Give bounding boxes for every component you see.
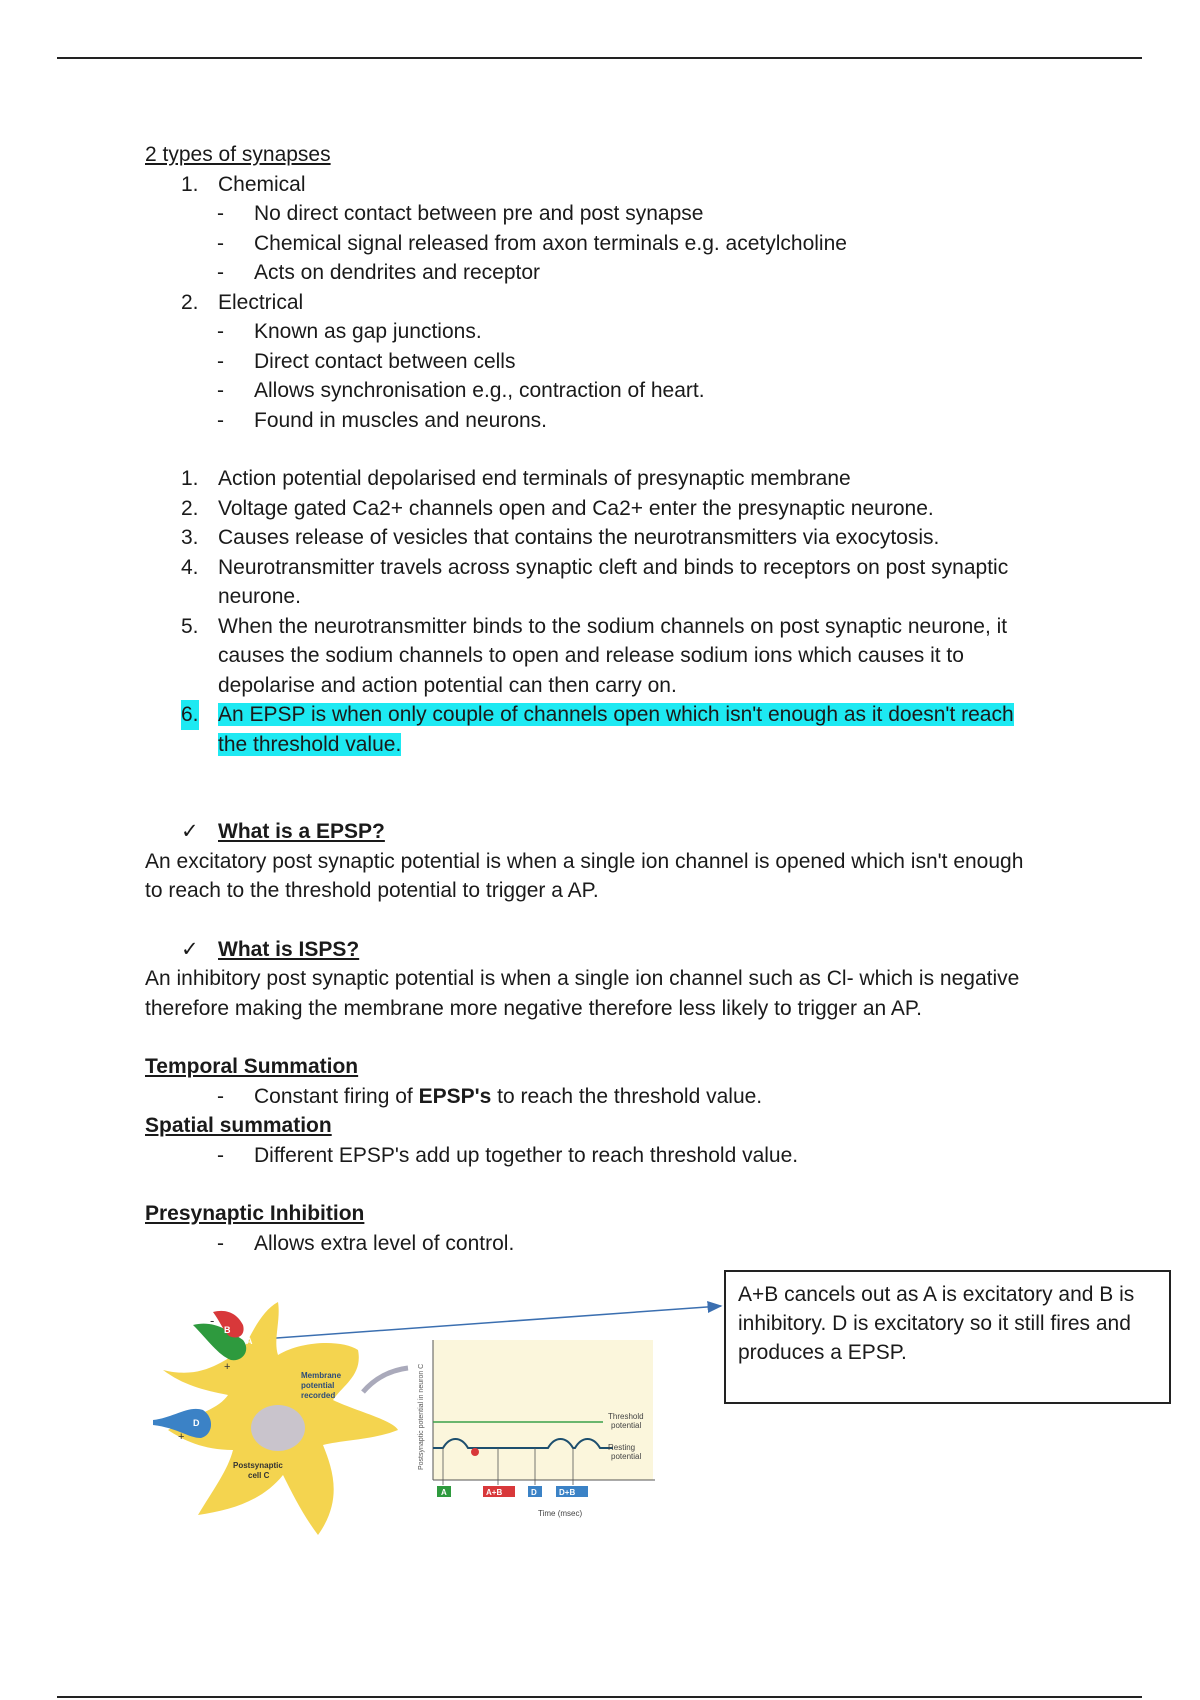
nucleus xyxy=(251,1405,305,1451)
list-item: - Found in muscles and neurons. xyxy=(217,408,548,432)
label-resting: Resting xyxy=(608,1443,636,1452)
label-membrane: Membrane xyxy=(301,1371,342,1380)
list-item: - Allows extra level of control. xyxy=(217,1231,515,1255)
label-resting-potential: potential xyxy=(611,1452,642,1461)
marker-ab: A+B xyxy=(486,1488,503,1497)
top-rule xyxy=(57,57,1142,59)
marker-db: D+B xyxy=(559,1488,576,1497)
callout-arrow xyxy=(248,1306,721,1340)
label-potential: potential xyxy=(301,1381,335,1390)
x-axis-label: Time (msec) xyxy=(538,1509,583,1518)
synapse-figure xyxy=(143,1300,723,1540)
y-axis-label: Postsynaptic potential in neuron C xyxy=(418,1363,425,1470)
list-item: - Direct contact between cells xyxy=(217,349,516,373)
document-body xyxy=(145,140,1065,1258)
section-title: 2 types of synapses xyxy=(145,143,331,166)
label-threshold-potential: potential xyxy=(611,1421,642,1430)
step-item: 1. Action potential depolarised end terminals of presynaptic membrane xyxy=(181,467,851,490)
label-threshold: Threshold xyxy=(608,1412,644,1421)
list-item: - No direct contact between pre and post synapse xyxy=(217,202,704,225)
step-item: 3. Causes release of vesicles that contains the neurotransmitters via exocytosis. xyxy=(181,526,940,549)
sign-a: + xyxy=(224,1361,231,1373)
callout-box: A+B cancels out as A is excitatory and B is inhibitory. D is excitatory so it still fires and produces a EPSP. xyxy=(724,1270,1171,1404)
heading-spatial-summation: Spatial summation xyxy=(145,1114,332,1137)
label-neuron-d: D xyxy=(193,1418,200,1428)
step-item: 4. Neurotransmitter travels across synaptic cleft and binds to receptors on post synaptic neurone. xyxy=(181,555,1009,608)
step-item-highlighted: 6. An EPSP is when only couple of channels open which isn't enough as it doesn't reach the threshold value. xyxy=(145,700,1065,759)
answer-epsp: An excitatory post synaptic potential is when a single ion channel is opened which isn't enough to reach to the threshold potential to trigger a AP. xyxy=(145,849,1024,902)
recording-arrow xyxy=(363,1368,408,1392)
checkmark-icon: ✓ xyxy=(181,937,199,961)
heading-temporal-summation: Temporal Summation xyxy=(145,1055,359,1078)
list-item: - Chemical signal released from axon terminals e.g. acetylcholine xyxy=(217,231,847,255)
list-item: - Different EPSP's add up together to reach threshold value. xyxy=(217,1143,799,1167)
checkmark-icon: ✓ xyxy=(181,820,199,843)
inhibition-dot xyxy=(471,1448,479,1456)
bottom-rule xyxy=(57,1696,1142,1698)
marker-a: A xyxy=(441,1488,447,1497)
label-recorded: recorded xyxy=(301,1391,336,1400)
question-epsp: ✓ What is a EPSP? xyxy=(145,817,1065,847)
sign-d: + xyxy=(178,1431,185,1443)
potential-plot xyxy=(418,1340,655,1518)
question-isps: ✓ What is ISPS? xyxy=(145,935,1065,965)
list-item: - Allows synchronisation e.g., contraction of heart. xyxy=(217,379,705,402)
sign-b: - xyxy=(210,1313,215,1328)
label-neuron-a: A xyxy=(246,1336,253,1346)
step-item: 2. Voltage gated Ca2+ channels open and Ca2+ enter the presynaptic neurone. xyxy=(181,496,934,520)
synapse-type-electrical: 2. Electrical xyxy=(181,290,304,314)
list-item: - Constant firing of EPSP's to reach the threshold value. xyxy=(217,1084,763,1108)
answer-isps: An inhibitory post synaptic potential is when a single ion channel such as Cl- which is negative therefore making the membrane more negative therefore less likely to trigger an AP. xyxy=(145,967,1020,1020)
list-item: - Known as gap junctions. xyxy=(217,320,482,343)
step-item: 5. When the neurotransmitter binds to the sodium channels on post synaptic neurone, it causes the sodium channels to open and release sodium ions which causes it to depolarise and action potential can then carry on. xyxy=(181,614,1008,697)
label-neuron-b: B xyxy=(224,1325,231,1335)
marker-d: D xyxy=(531,1488,537,1497)
heading-presynaptic-inhibition: Presynaptic Inhibition xyxy=(145,1202,365,1225)
label-postsynaptic: Postsynaptic xyxy=(233,1461,283,1470)
list-item: - Acts on dendrites and receptor xyxy=(217,261,541,284)
label-cell-c: cell C xyxy=(248,1471,270,1480)
synapse-type-chemical: 1. Chemical xyxy=(181,172,306,196)
